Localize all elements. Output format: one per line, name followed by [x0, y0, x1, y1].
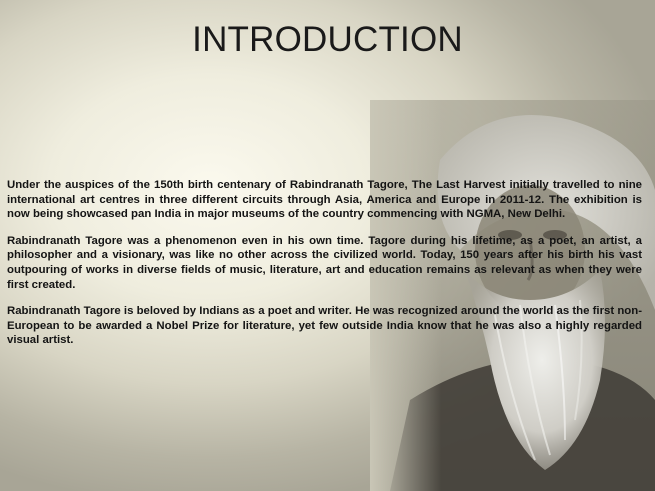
slide-body: [7, 178, 642, 360]
intro-paragraph-2: Rabindranath Tagore was a phenomenon even in his own time. Tagore during his lifetime, as a poet, an artist, a philosopher and a visionary, was like no other across the civilized world. Today, 150 years after his birth his vast outpouring of works in diverse fields of music, literature, art and education remains as relevant as when they were first created.: [7, 234, 642, 291]
intro-paragraph-3: Rabindranath Tagore is beloved by Indians as a poet and writer. He was recognized around the world as the first non-European to be awarded a Nobel Prize for literature, yet few outside India know that he was also a highly regarded visual artist.: [7, 305, 642, 347]
slide-title: INTRODUCTION: [192, 20, 463, 59]
intro-paragraph-1: Under the auspices of the 150th birth centenary of Rabindranath Tagore, The Last Harvest initially travelled to nine international art centres in three different circuits through Asia, America and Europe in 2011-12. The exhibition is now being showcased pan India in major museums of the country commencing with NGMA, New Delhi.: [7, 179, 642, 221]
